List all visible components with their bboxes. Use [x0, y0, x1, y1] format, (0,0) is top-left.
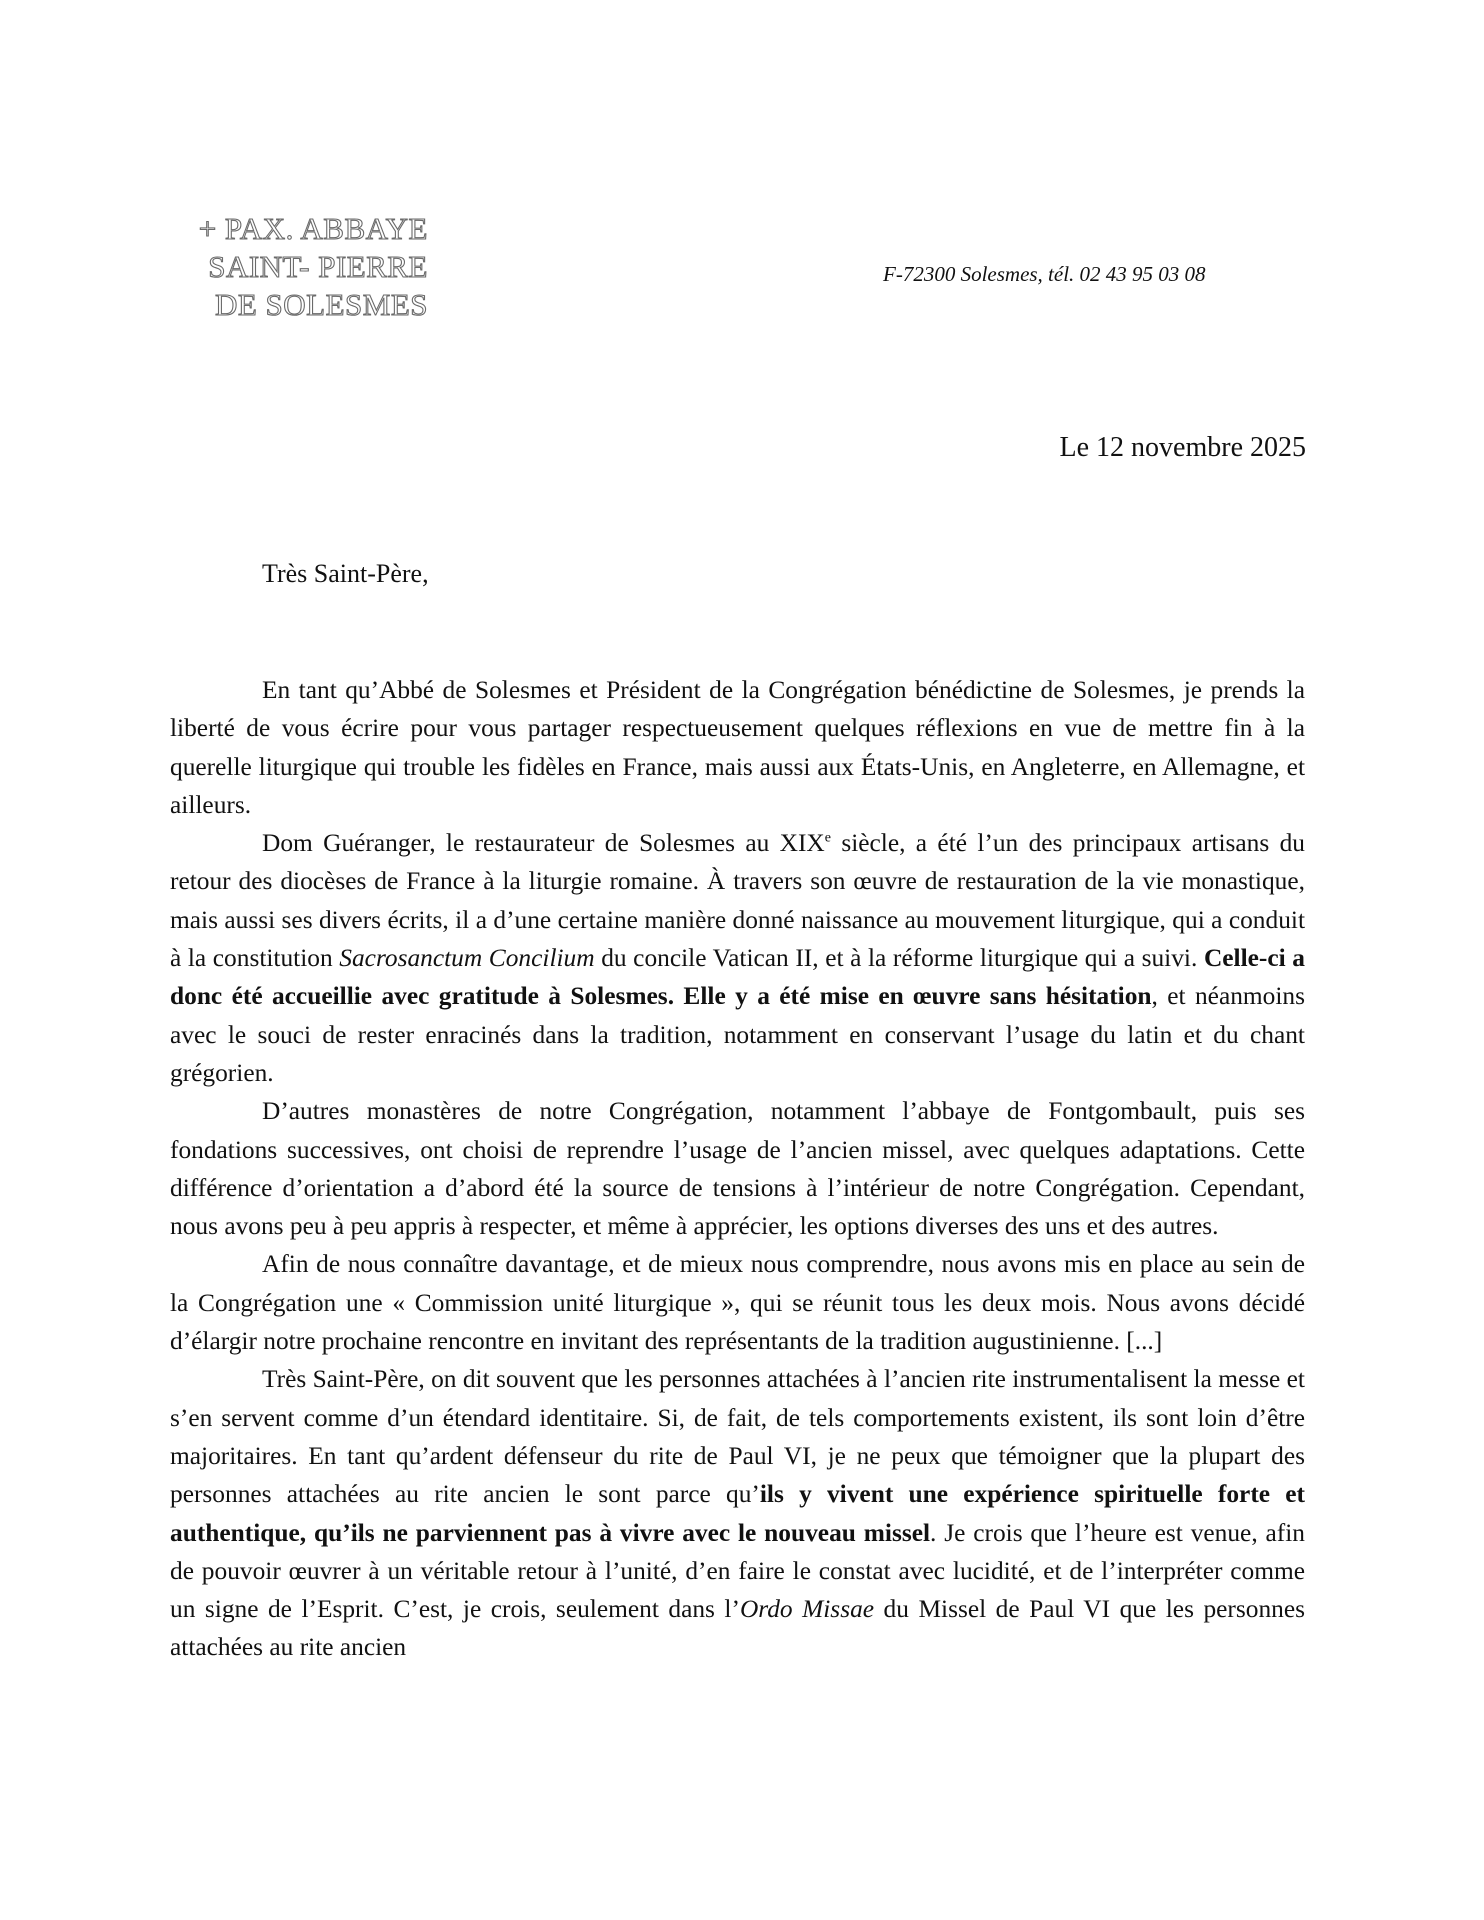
paragraph [170, 1092, 1305, 1245]
italic-text: Ordo Missae [739, 1595, 875, 1624]
letterhead-line: + PAX. ABBAYE [198, 211, 428, 246]
text-run: du Missel de Paul VI que les personnes attachées au rite ancien [170, 1595, 1305, 1662]
text-run: En tant qu’Abbé de Solesmes et Président de la Congrégation bénédictine de Solesmes, je prends la liberté de vous écrire pour vous partager respectueusement quelques réflexions en vue de mettre fin à la querelle liturgique qui trouble les fidèles en France, mais aussi aux États-Unis, en Angleterre, en Allemagne, et ailleurs. [170, 676, 1305, 819]
bold-text: Celle-ci a donc été accueillie avec gratitude à Solesmes. Elle y a été mise en œuvre sans hésitation [170, 944, 1305, 1011]
text-run: Dom Guéranger, le restaurateur de Solesmes au XIX [262, 829, 825, 858]
paragraph [170, 671, 1305, 824]
letterhead-line: DE SOLESMES [214, 287, 428, 322]
superscript: e [824, 830, 831, 846]
text-run: D’autres monastères de notre Congrégation, notamment l’abbaye de Fontgombault, puis ses fondations successives, ont choisi de reprendre l’usage de l’ancien missel, avec quelques adaptations. Cette différence d’orientation a d’abord été la source de tensions à l’intérieur de notre Congrégation. Cependant, nous avons peu à peu appris à respecter, et même à apprécier, les options diverses des uns et des autres. [170, 1097, 1305, 1241]
text-run: . Je crois que l’heure est venue, afin de pouvoir œuvrer à un véritable retour à l’unité, d’en faire le constat avec lucidité, et de l’interpréter comme un signe de l’Esprit. C’est, je crois, seulement dans l’ [170, 1518, 1305, 1624]
letterhead-line: SAINT- PIERRE [208, 249, 428, 284]
paragraph [170, 1245, 1305, 1360]
salutation: Très Saint-Père, [262, 559, 429, 588]
paragraph [170, 1360, 1305, 1666]
bold-text: ils y vivent une expérience spirituelle forte et authentique, qu’ils ne parviennent pas à vivre avec le nouveau missel [170, 1480, 1305, 1547]
text-run: , et néanmoins avec le souci de rester enracinés dans la tradition, notamment en conservant l’usage du latin et du chant grégorien. [170, 982, 1305, 1087]
text-run: du concile Vatican II, et à la réforme liturgique qui a suivi. [594, 944, 1204, 973]
text-run: Afin de nous connaître davantage, et de mieux nous comprendre, nous avons mis en place au sein de la Congrégation une « Commission unité liturgique », qui se réunit tous les deux mois. Nous avons décidé d’élargir notre prochaine rencontre en invitant des représentants de la tradition augustinienne. [...] [170, 1250, 1305, 1356]
abbey-letterhead-logo [168, 210, 428, 324]
text-run: siècle, a été l’un des principaux artisans du retour des diocèses de France à la liturgie romaine. À travers son œuvre de restauration de la vie monastique, mais aussi ses divers écrits, il a d’une certaine manière donné naissance au mouvement liturgique, qui a conduit à la constitution [170, 829, 1305, 973]
letter-date: Le 12 novembre 2025 [1059, 432, 1306, 463]
letter-body [170, 671, 1305, 1667]
paragraph [170, 824, 1305, 1092]
text-run: Très Saint-Père, on dit souvent que les personnes attachées à l’ancien rite instrumentalisent la messe et s’en servent comme d’un étendard identitaire. Si, de fait, de tels comportements existent, ils sont loin d’être majoritaires. En tant qu’ardent défenseur du rite de Paul VI, je ne peux que témoigner que la plupart des personnes attachées au rite ancien le sont parce qu’ [170, 1365, 1305, 1509]
italic-text: Sacrosanctum Concilium [339, 944, 595, 973]
abbey-address: F-72300 Solesmes, tél. 02 43 95 03 08 [883, 262, 1206, 286]
